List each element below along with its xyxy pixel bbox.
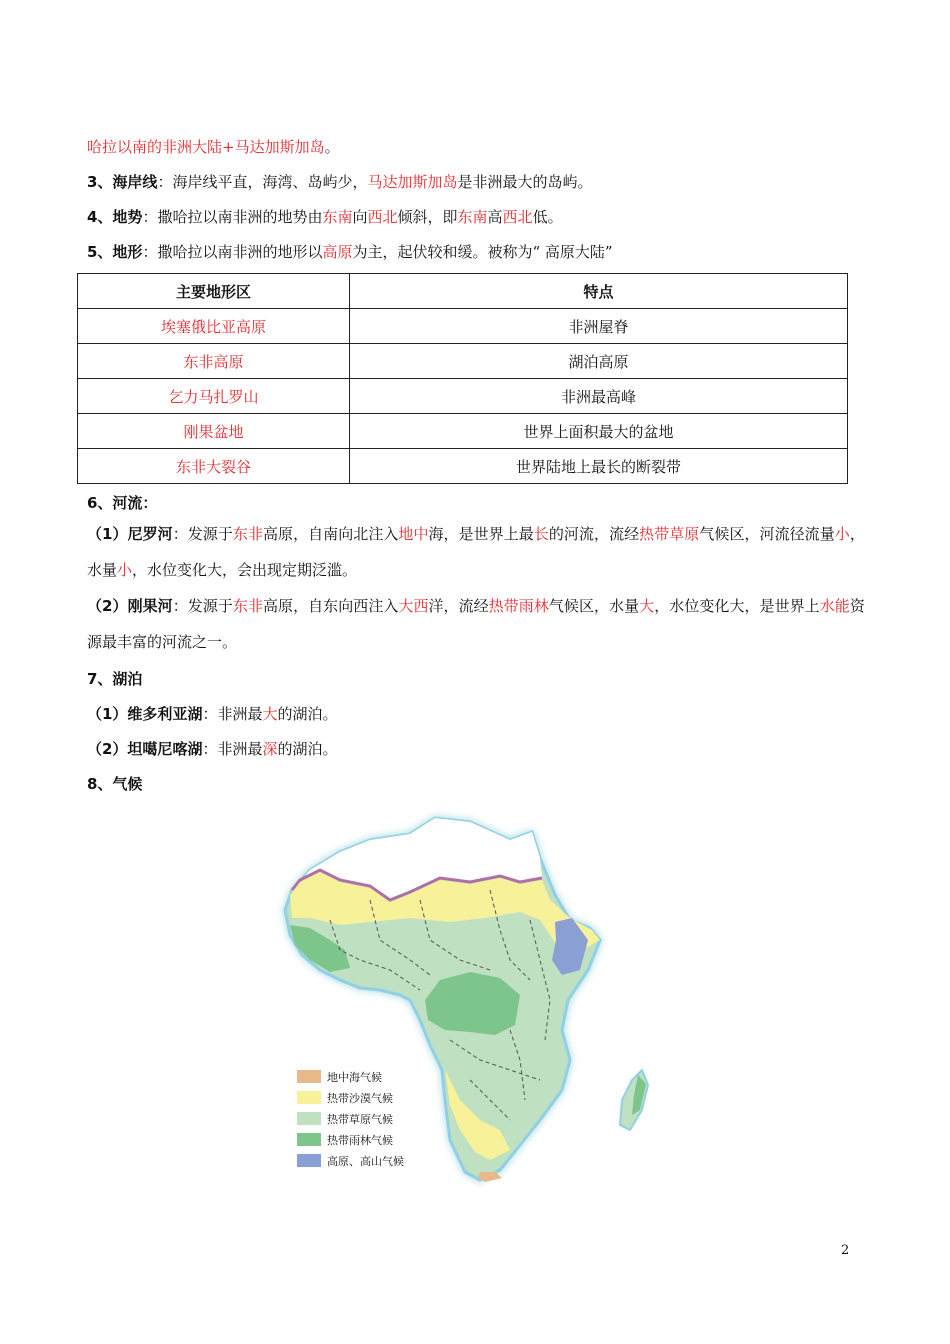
table-cell-feature: 非洲屋脊 bbox=[350, 309, 848, 344]
legend-swatch bbox=[297, 1091, 321, 1104]
climate-heading: 8、气候 bbox=[87, 775, 143, 793]
landform-line: 5、地形：撒哈拉以南非洲的地形以高原为主，起伏较和缓。被称为“ 高原大陆” bbox=[87, 243, 613, 261]
table-cell-feature: 世界上面积最大的盆地 bbox=[350, 414, 848, 449]
legend-item: 热带雨林气候 bbox=[297, 1129, 404, 1150]
rivers-heading: 6、河流： bbox=[87, 494, 158, 512]
table-cell-name: 乞力马扎罗山 bbox=[78, 379, 350, 414]
legend-swatch bbox=[297, 1133, 321, 1146]
congo-label: （2）刚果河 bbox=[87, 597, 173, 615]
terrain-trend-label: 4、地势 bbox=[87, 208, 143, 226]
table-cell-name: 埃塞俄比亚高原 bbox=[78, 309, 350, 344]
table-row bbox=[78, 309, 848, 344]
intro-red-text: 哈拉以南的非洲大陆+马达加斯加岛 bbox=[87, 138, 325, 156]
terrain-trend-line: 4、地势：撒哈拉以南非洲的地势由东南向西北倾斜，即东南高西北低。 bbox=[87, 208, 563, 226]
table-cell-name: 东非大裂谷 bbox=[78, 449, 350, 484]
table-header-cell: 主要地形区 bbox=[78, 274, 350, 309]
legend-swatch bbox=[297, 1112, 321, 1125]
table-row bbox=[78, 344, 848, 379]
tanganyika-line: （2）坦噶尼喀湖：非洲最深的湖泊。 bbox=[87, 740, 338, 758]
table-cell-name: 东非高原 bbox=[78, 344, 350, 379]
table-cell-feature: 湖泊高原 bbox=[350, 344, 848, 379]
legend-swatch bbox=[297, 1070, 321, 1083]
table-header-row bbox=[78, 274, 848, 309]
coastline-line: 3、海岸线：海岸线平直，海湾、岛屿少，马达加斯加岛是非洲最大的岛屿。 bbox=[87, 173, 593, 191]
legend-item: 高原、高山气候 bbox=[297, 1150, 404, 1171]
page-number: 2 bbox=[841, 1243, 850, 1258]
lakes-heading: 7、湖泊 bbox=[87, 670, 143, 688]
table-row bbox=[78, 379, 848, 414]
legend-swatch bbox=[297, 1154, 321, 1167]
legend-item: 地中海气候 bbox=[297, 1066, 404, 1087]
legend-item: 热带草原气候 bbox=[297, 1108, 404, 1129]
table-row bbox=[78, 449, 848, 484]
intro-line: 哈拉以南的非洲大陆+马达加斯加岛。 bbox=[87, 138, 340, 156]
victoria-label: （1）维多利亚湖 bbox=[87, 705, 203, 723]
table-cell-feature: 非洲最高峰 bbox=[350, 379, 848, 414]
table-cell-feature: 世界陆地上最长的断裂带 bbox=[350, 449, 848, 484]
congo-paragraph: （2）刚果河：发源于东非高原，自东向西注入大西洋，流经热带雨林气候区，水量大，水位变化大，是世界上水能资源最丰富的河流之一。 bbox=[87, 597, 865, 651]
table-cell-name: 刚果盆地 bbox=[78, 414, 350, 449]
tanganyika-label: （2）坦噶尼喀湖 bbox=[87, 740, 203, 758]
nile-paragraph: （1）尼罗河：发源于东非高原，自南向北注入地中海，是世界上最长的河流，流经热带草原气候区，河流径流量小，水量小，水位变化大，会出现定期泛滥。 bbox=[87, 525, 865, 579]
terrain-table bbox=[77, 273, 848, 484]
coastline-label: 3、海岸线 bbox=[87, 173, 158, 191]
legend-item: 热带沙漠气候 bbox=[297, 1087, 404, 1108]
table-header-cell: 特点 bbox=[350, 274, 848, 309]
landform-label: 5、地形 bbox=[87, 243, 143, 261]
victoria-line: （1）维多利亚湖：非洲最大的湖泊。 bbox=[87, 705, 338, 723]
table-row bbox=[78, 414, 848, 449]
nile-label: （1）尼罗河 bbox=[87, 525, 173, 543]
climate-legend bbox=[297, 1066, 404, 1171]
